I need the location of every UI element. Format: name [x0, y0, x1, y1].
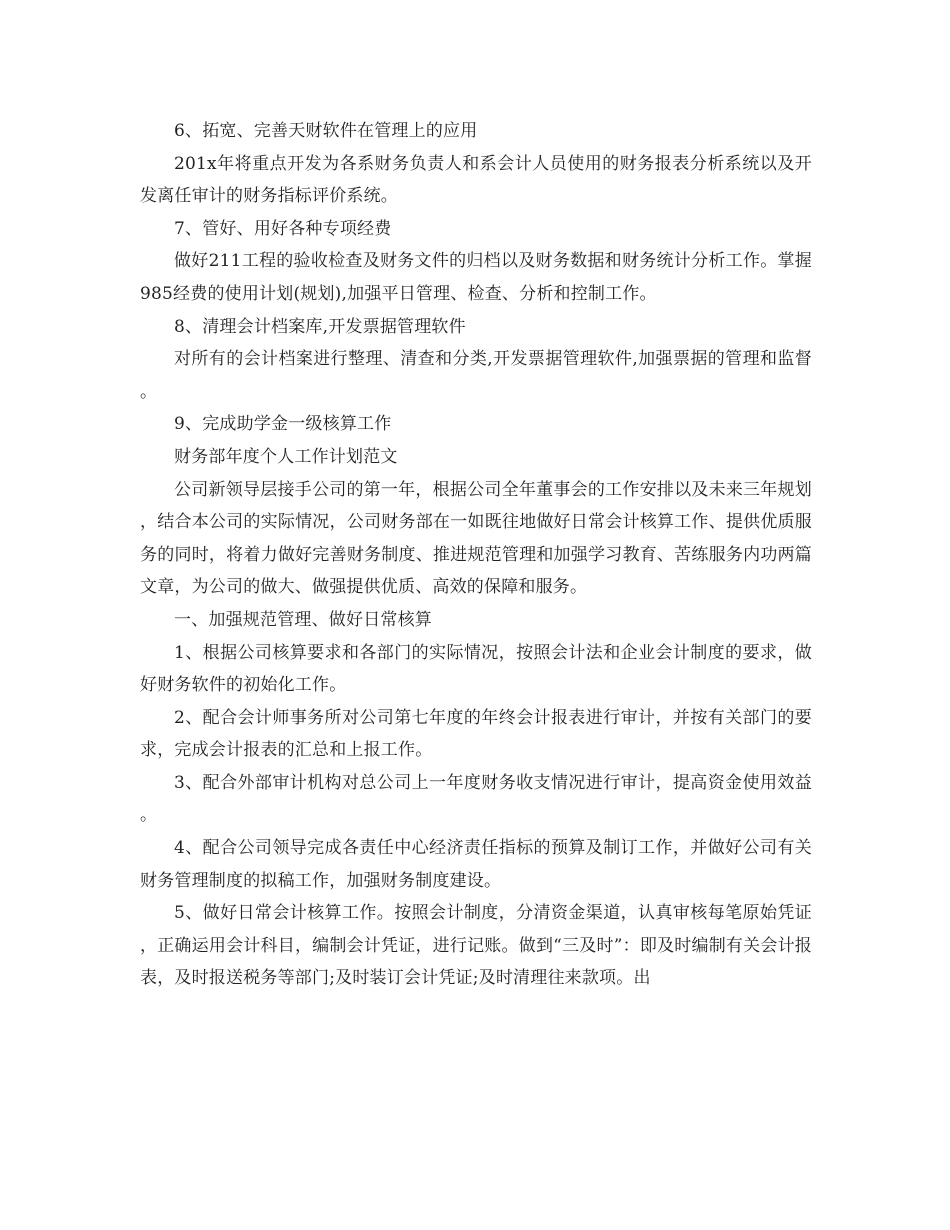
document-body [140, 115, 812, 995]
paragraph-heading-6: 6、拓宽、完善天财软件在管理上的应用 [174, 121, 478, 141]
paragraph-item-2: 2、配合会计师事务所对公司第七年度的年终会计报表进行审计，并按有关部门的要求，完成会计报表的汇总和上报工作。 [140, 707, 812, 761]
section-title: 财务部年度个人工作计划范文 [174, 446, 398, 467]
paragraph: 对所有的会计档案进行整理、清查和分类,开发票据管理软件,加强票据的管理和监督。 [140, 349, 812, 402]
paragraph-item-3: 3、配合外部审计机构对总公司上一年度财务收支情况进行审计，提高资金使用效益。 [140, 772, 812, 826]
paragraph-heading-section-1: 一、加强规范管理、做好日常核算 [174, 609, 432, 630]
paragraph-item-4: 4、配合公司领导完成各责任中心经济责任指标的预算及制订工作，并做好公司有关财务管理制度的拟稿工作，加强财务制度建设。 [140, 838, 812, 891]
paragraph-heading-7: 7、管好、用好各种专项经费 [174, 218, 392, 239]
paragraph-item-5: 5、做好日常会计核算工作。按照会计制度，分清资金渠道，认真审核每笔原始凭证，正确运用会计科目，编制会计凭证，进行记账。做到“三及时”：即及时编制有关会计报表，及时报送税务等部门;及时装订会计凭证;及时清理往来款项。出 [140, 903, 812, 989]
paragraph: 201x年将重点开发为各系财务负责人和系会计人员使用的财务报表分析系统以及开发离任审计的财务指标评价系统。 [140, 153, 812, 207]
paragraph-heading-8: 8、清理会计档案库,开发票据管理软件 [174, 316, 466, 337]
paragraph: 做好211工程的验收检查及财务文件的归档以及财务数据和财务统计分析工作。掌握985经费的使用计划(规划),加强平日管理、检查、分析和控制工作。 [140, 251, 812, 304]
paragraph-intro: 公司新领导层接手公司的第一年，根据公司全年董事会的工作安排以及未来三年规划，结合本公司的实际情况，公司财务部在一如既往地做好日常会计核算工作、提供优质服务的同时，将着力做好完善财务制度、推进规范管理和加强学习教育、苦练服务内功两篇文章，为公司的做大、做强提供优质、高效的保障和服务。 [140, 479, 812, 598]
paragraph-item-1: 1、根据公司核算要求和各部门的实际情况，按照会计法和企业会计制度的要求，做好财务软件的初始化工作。 [140, 642, 812, 696]
paragraph-heading-9: 9、完成助学金一级核算工作 [174, 414, 392, 435]
